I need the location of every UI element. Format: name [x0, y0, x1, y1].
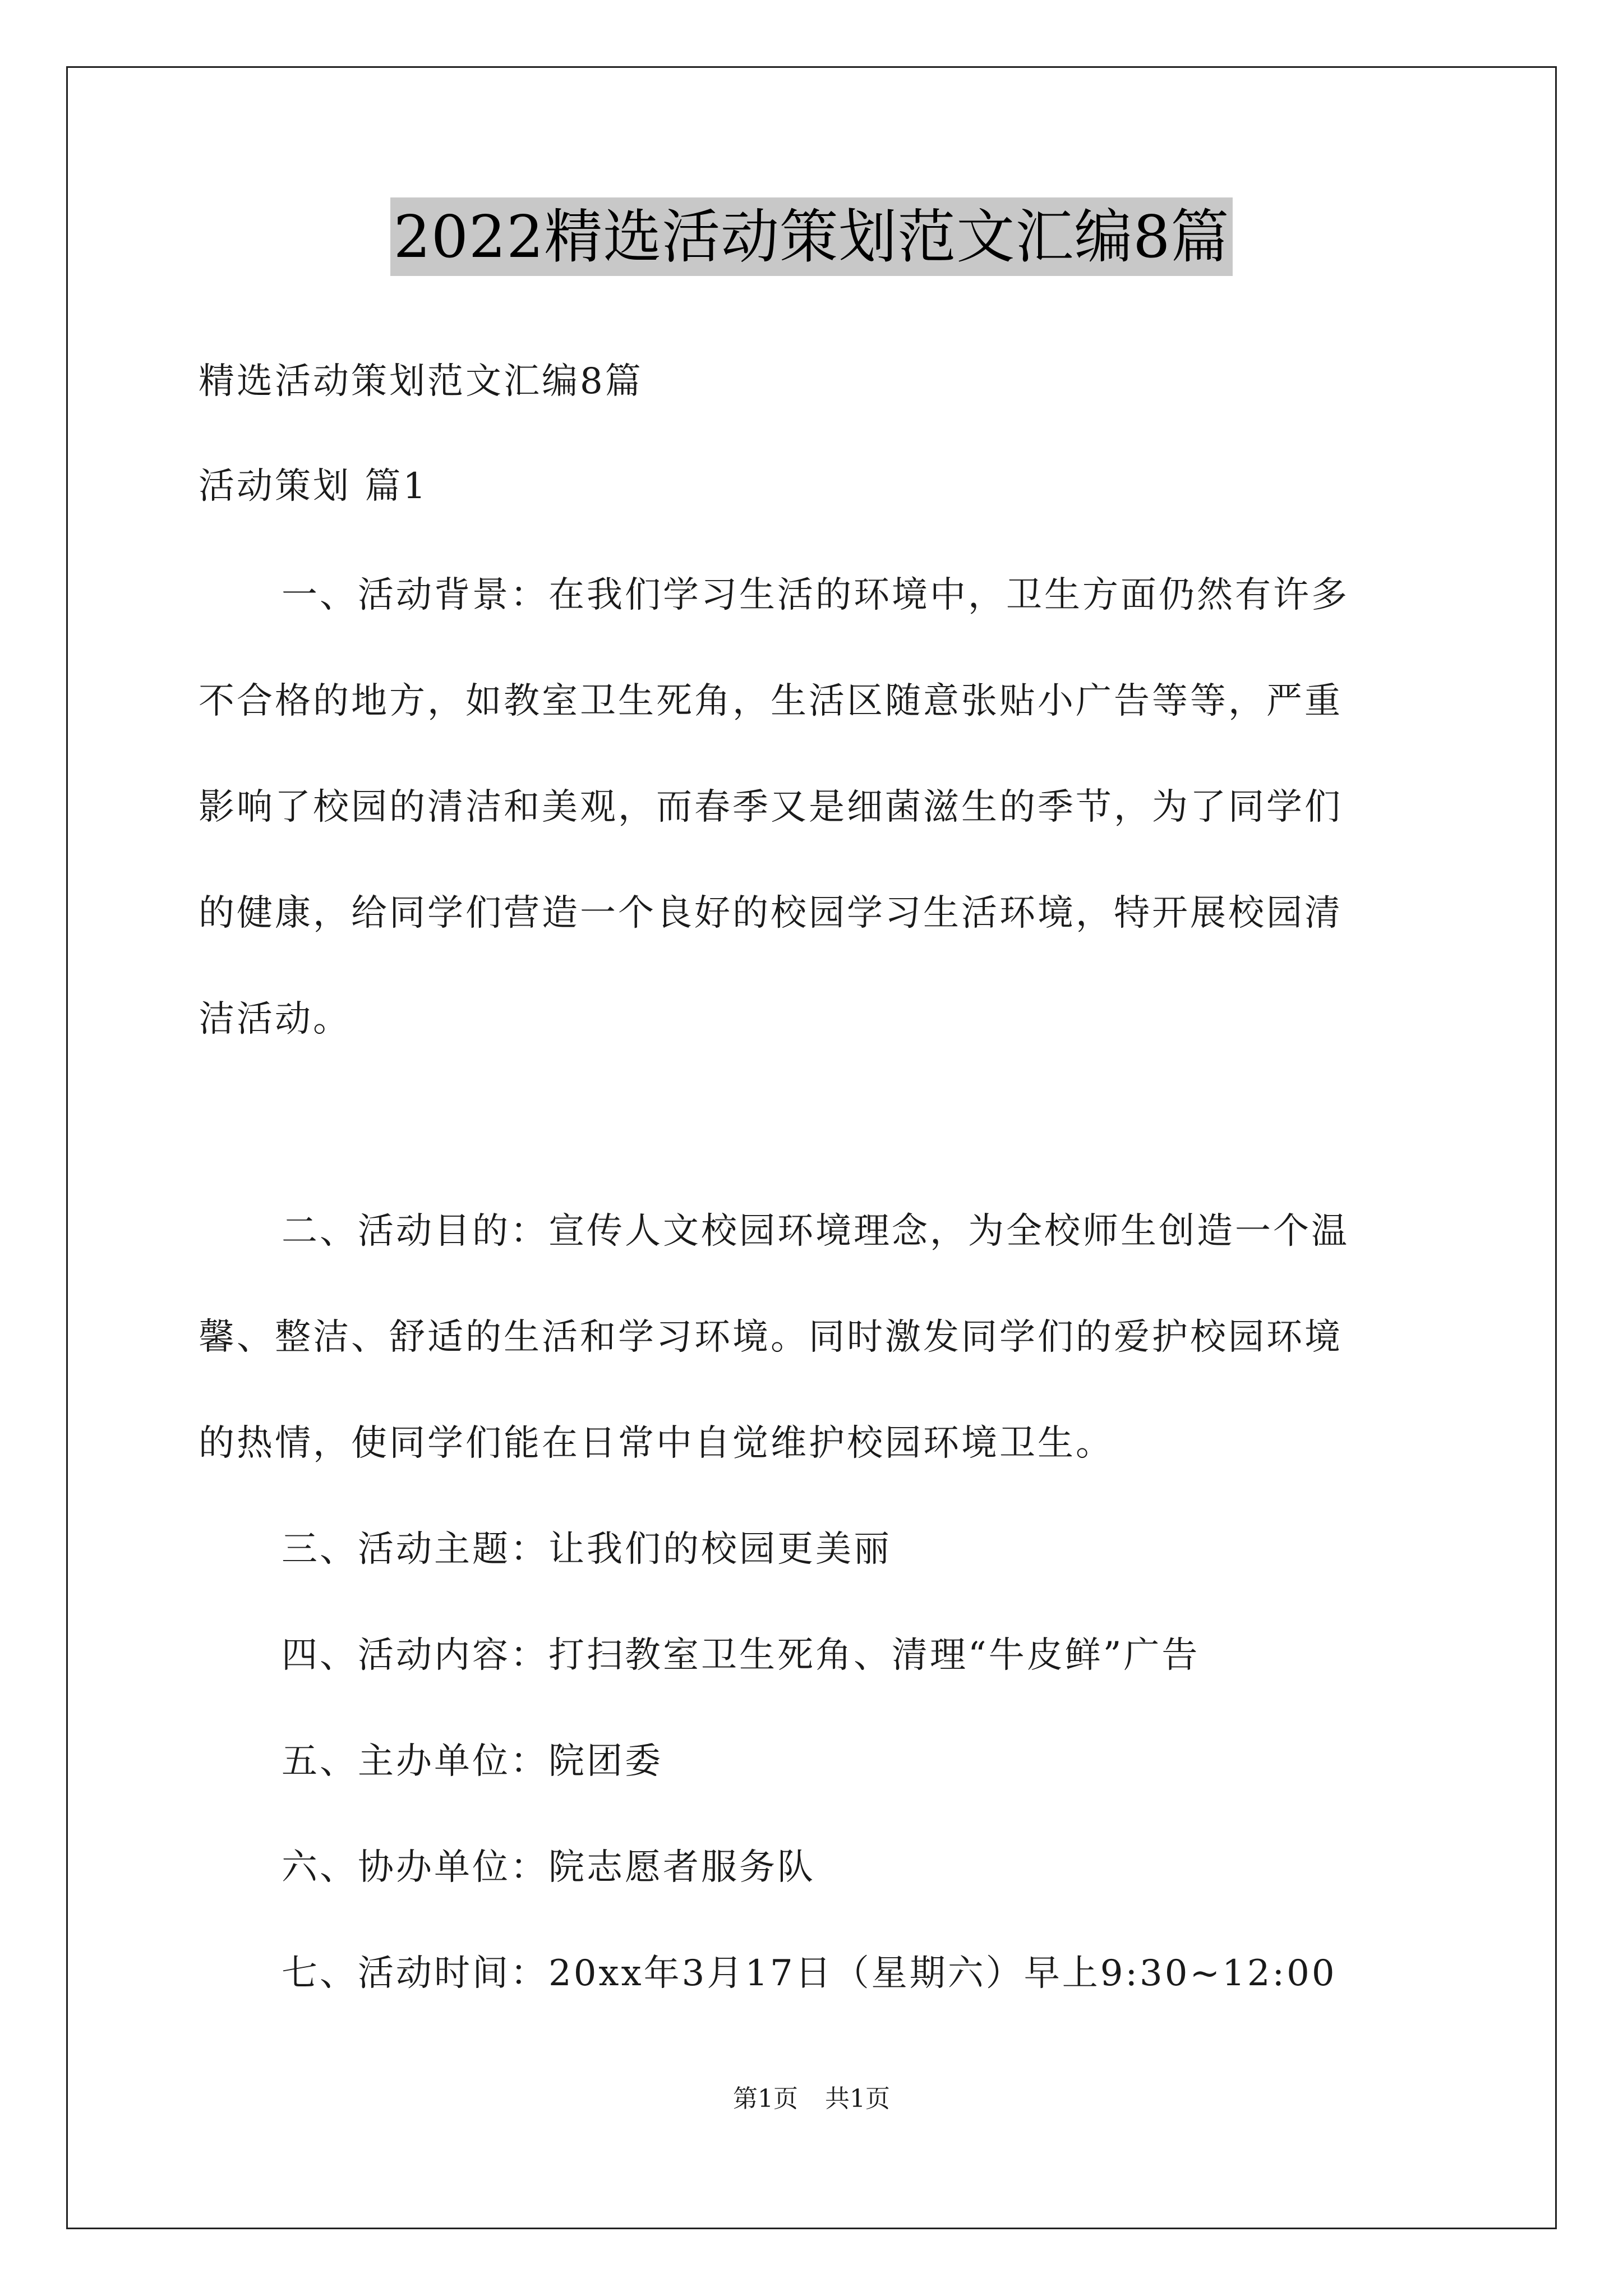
paragraph-line: 洁活动。 [199, 999, 351, 1040]
page-number-total: 共1页 [825, 2085, 890, 2113]
page-number-current: 第1页 [733, 2085, 798, 2113]
paragraph-line: 影响了校园的清洁和美观，而春季又是细菌滋生的季节，为了同学们 [199, 786, 1343, 828]
paragraph-line: 不合格的地方，如教室卫生死角，生活区随意张贴小广告等等，严重 [199, 680, 1343, 722]
paragraph-line: 一、活动背景：在我们学习生活的环境中，卫生方面仍然有许多 [282, 574, 1349, 616]
document-subtitle: 精选活动策划范文汇编8篇 [199, 361, 643, 402]
paragraph-line: 七、活动时间：20xx年3月17日（星期六）早上9:30~12:00 [282, 1953, 1337, 1994]
section-heading: 活动策划 篇1 [199, 466, 428, 507]
title-container [0, 197, 1623, 276]
document-title: 2022精选活动策划范文汇编8篇 [390, 197, 1233, 276]
paragraph-line: 的热情，使同学们能在日常中自觉维护校园环境卫生。 [199, 1423, 1114, 1464]
paragraph-line: 馨、整洁、舒适的生活和学习环境。同时激发同学们的爱护校园环境 [199, 1317, 1343, 1358]
paragraph-line: 三、活动主题：让我们的校园更美丽 [282, 1529, 892, 1570]
paragraph-line: 的健康，给同学们营造一个良好的校园学习生活环境，特开展校园清 [199, 892, 1343, 934]
page-footer [0, 2082, 1623, 2116]
paragraph-line: 五、主办单位：院团委 [282, 1741, 663, 1782]
paragraph-line: 四、活动内容：打扫教室卫生死角、清理“牛皮鲜”广告 [282, 1635, 1200, 1676]
paragraph-line: 二、活动目的：宣传人文校园环境理念，为全校师生创造一个温 [282, 1211, 1349, 1252]
paragraph-line: 六、协办单位：院志愿者服务队 [282, 1847, 815, 1888]
